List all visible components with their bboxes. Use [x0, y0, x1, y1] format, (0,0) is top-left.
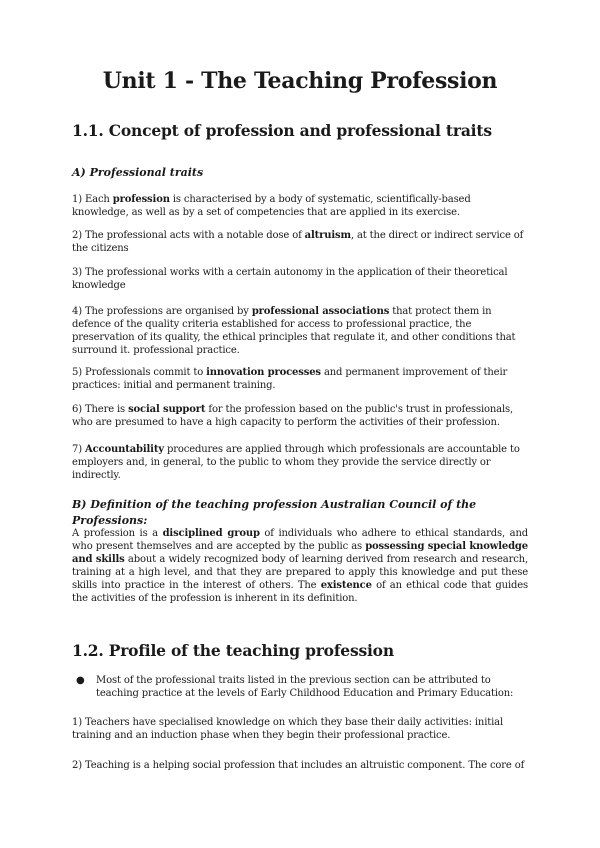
trait-keyword: altruism [304, 230, 351, 241]
subheading-professional-traits: A) Professional traits [72, 166, 204, 179]
profile-item-1: 1) Teachers have specialised knowledge on which they base their daily activities: initial training and an induction phase when they begin their professional practice. [72, 717, 504, 741]
trait-item-7 [72, 443, 528, 482]
definition-keyword: existence [320, 580, 372, 591]
trait-text: 3) The professional works with a certain autonomy in the application of their theoretical knowledge [72, 267, 508, 291]
section-2-heading: 1.2. Profile of the teaching profession [72, 641, 394, 660]
trait-text: 6) There is [72, 404, 129, 415]
trait-keyword: social support [128, 404, 206, 415]
page-title: Unit 1 - The Teaching Profession [102, 68, 498, 94]
trait-text: , at the direct or indirect service of the citizens [72, 230, 524, 254]
trait-text: 5) Professionals commit to [72, 367, 207, 378]
definition-text: A profession is a [72, 528, 163, 539]
trait-item-5 [72, 366, 528, 392]
definition-keyword: disciplined group [162, 528, 260, 539]
trait-item-2 [72, 229, 528, 255]
subheading-definition: B) Definition of the teaching profession Australian Council of the Professions: [72, 498, 477, 527]
trait-item-1 [72, 193, 528, 219]
trait-text: 1) Each [72, 194, 113, 205]
definition-text: of individuals who adhere to ethical standards, and who present themselves and are accepted by the public as [72, 528, 528, 552]
trait-text: that protect them in defence of the quality criteria established for access to professional practice, the preservation of its quality, the ethical principles that regulate it, and other conditions that surround it. professional practice. [72, 306, 516, 356]
trait-text: and permanent improvement of their practices: initial and permanent training. [72, 367, 508, 391]
trait-text: for the profession based on the public's trust in professionals, who are presumed to have a high capacity to perform the activities of their profession. [72, 404, 514, 428]
trait-text: procedures are applied through which professionals are accountable to employers and, in general, to the public to whom they provide the service directly or indirectly. [72, 444, 520, 481]
trait-item-6 [72, 403, 528, 429]
trait-text: 2) The professional acts with a notable dose of [72, 230, 305, 241]
definition-text: about a widely recognized body of learning derived from research and research, training at a high level, and that they are prepared to apply this knowledge and put these skills into practice in the interest of others. The [72, 554, 528, 591]
trait-keyword: profession [112, 194, 170, 205]
trait-text: is characterised by a body of systematic, scientifically-based knowledge, as well as by a set of competencies that are applied in its exercise. [72, 194, 471, 218]
bullet-paragraph: Most of the professional traits listed in the previous section can be attributed to teaching practice at the levels of Early Childhood Education and Primary Education: [96, 675, 514, 699]
profile-item-2: 2) Teaching is a helping social profession that includes an altruistic component. The core of [72, 760, 525, 771]
trait-keyword: innovation processes [206, 367, 321, 378]
definition-text: of an ethical code that guides the activities of the profession is inherent in its definition. [72, 580, 528, 604]
trait-item-3 [72, 266, 528, 292]
trait-item-4 [72, 305, 528, 357]
definition-paragraph [72, 527, 528, 605]
trait-keyword: Accountability [85, 444, 164, 455]
definition-keyword: possessing special knowledge and skills [72, 541, 528, 565]
trait-text: 4) The professions are organised by [72, 306, 252, 317]
trait-text: 7) [72, 444, 85, 455]
section-1-heading: 1.1. Concept of profession and professional traits [72, 121, 492, 140]
trait-keyword: professional associations [251, 306, 390, 317]
bullet-icon: ● [76, 675, 85, 686]
